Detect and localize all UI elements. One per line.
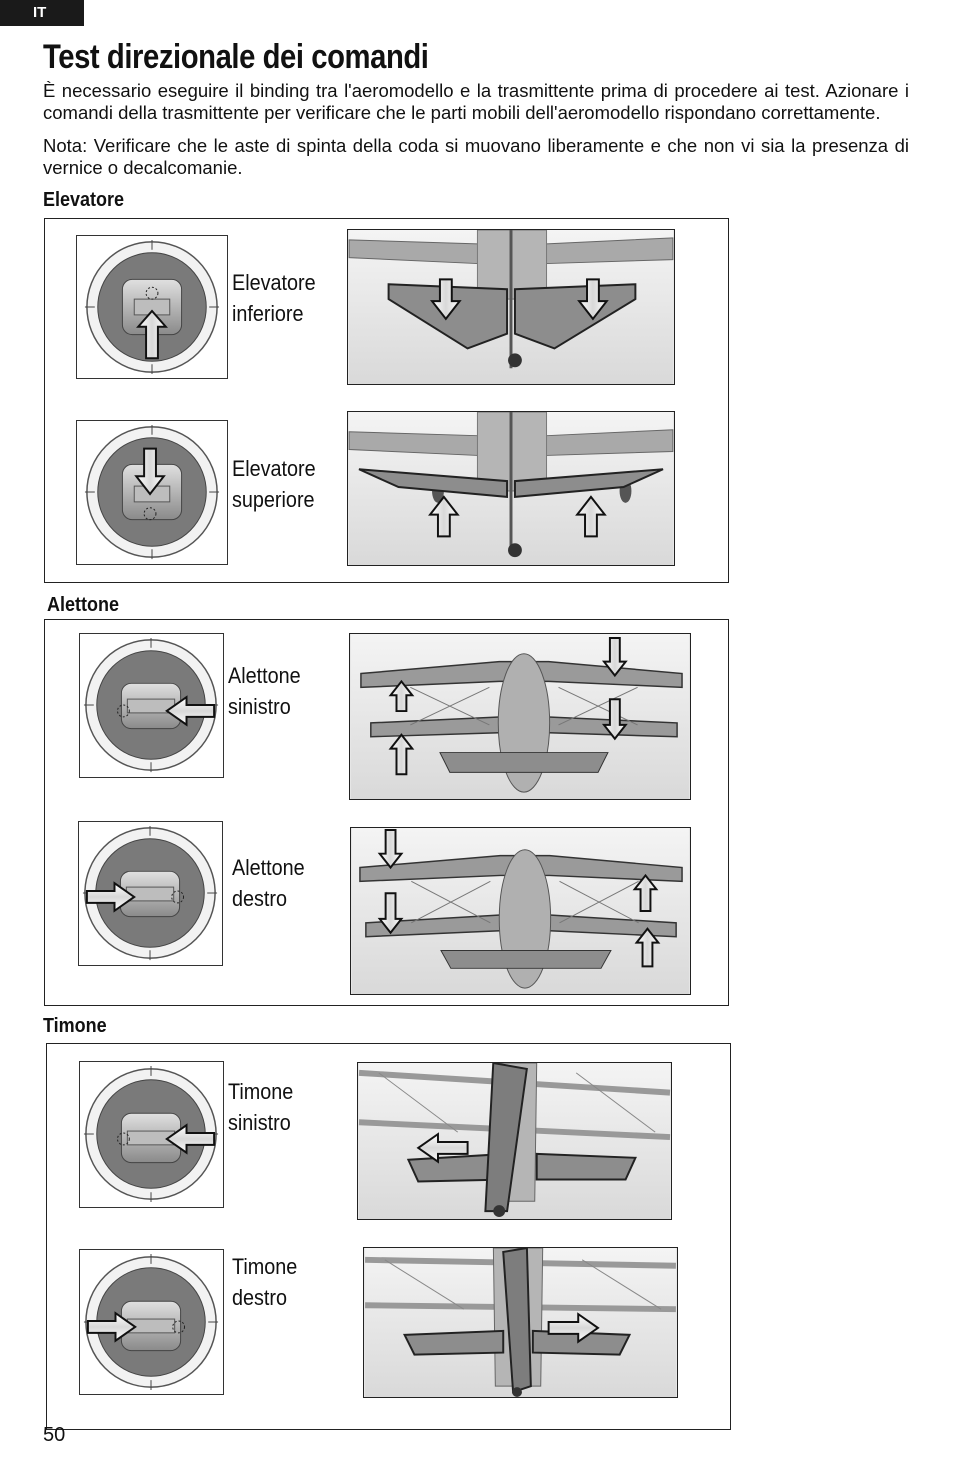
transmitter-stick-elevator-up-icon <box>76 420 228 565</box>
elevator-up-label: Elevatore superiore <box>232 456 316 512</box>
page-number: 50 <box>43 1424 66 1446</box>
transmitter-stick-rudder-left-icon <box>79 1061 224 1208</box>
rudder-left-label: Timone sinistro <box>228 1079 294 1135</box>
elevator-down-label: Elevatore inferiore <box>232 270 316 326</box>
intro-paragraph: È necessario eseguire il binding tra l'aeromodello e la trasmittente prima di procedere ai test. Azionare i comandi della trasmittente per verificare che le parti mobili dell'aeromodello rispondano correttamente. <box>43 80 909 123</box>
aileron-left-label: Alettone sinistro <box>228 663 301 719</box>
plane-photo-aileron-left <box>349 633 691 800</box>
rudder-right-label: Timone destro <box>232 1254 298 1310</box>
transmitter-stick-elevator-down-icon <box>76 235 228 379</box>
transmitter-stick-aileron-right-icon <box>78 821 223 966</box>
plane-photo-rudder-right <box>363 1247 678 1398</box>
language-tab: IT <box>0 0 84 26</box>
rudder-section-title: Timone <box>43 1015 107 1037</box>
page-title: Test direzionale dei comandi <box>43 38 429 76</box>
aileron-section-title: Alettone <box>47 594 119 616</box>
plane-photo-elevator-down <box>347 229 675 385</box>
plane-photo-aileron-right <box>350 827 691 995</box>
transmitter-stick-rudder-right-icon <box>79 1249 224 1395</box>
plane-photo-rudder-left <box>357 1062 672 1220</box>
transmitter-stick-aileron-left-icon <box>79 633 224 778</box>
elevator-section-title: Elevatore <box>43 189 125 211</box>
aileron-right-label: Alettone destro <box>232 855 305 911</box>
note-paragraph: Nota: Verificare che le aste di spinta della coda si muovano liberamente e che non vi sia la presenza di vernice o decalcomanie. <box>43 135 909 178</box>
plane-photo-elevator-up <box>347 411 675 566</box>
